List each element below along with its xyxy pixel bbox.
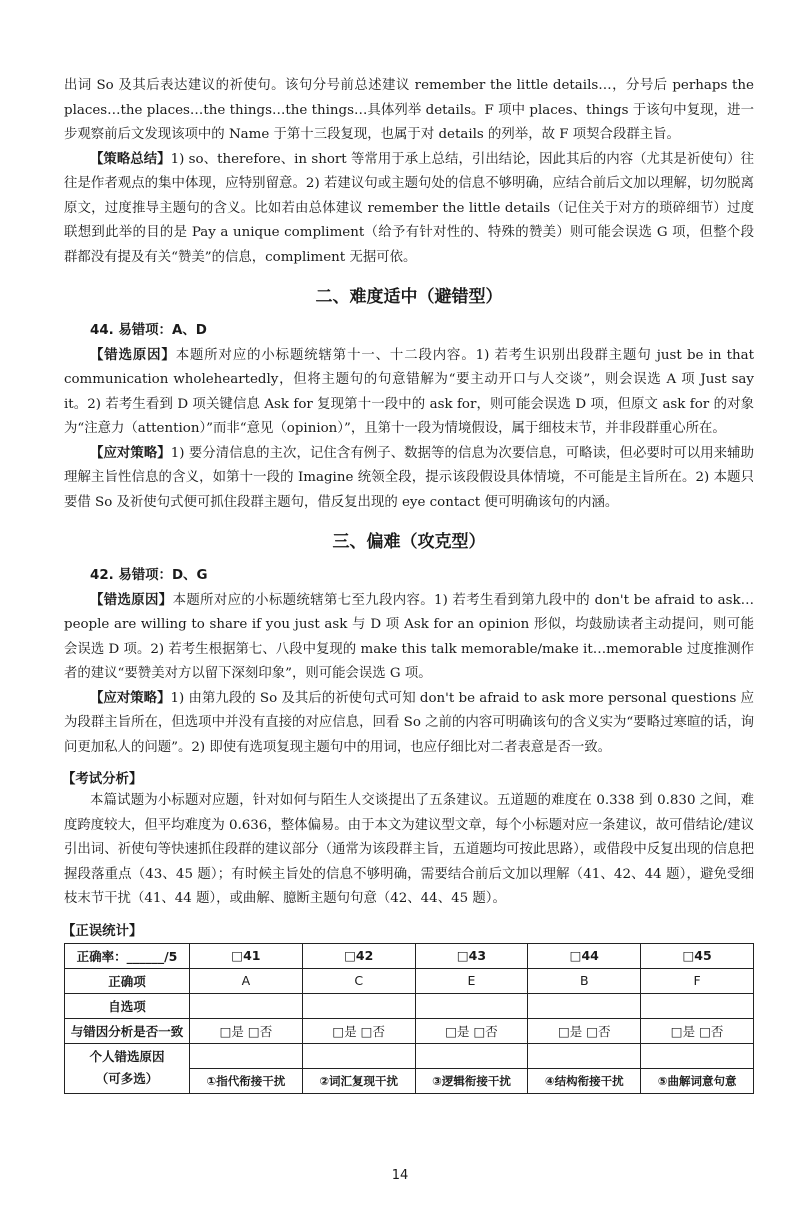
stats-heading: 【正误统计】 <box>62 923 143 939</box>
reason-blank-44[interactable] <box>528 1043 641 1068</box>
question-45-checkbox[interactable]: □45 <box>641 943 754 968</box>
reason-blank-41[interactable] <box>190 1043 303 1068</box>
page-content <box>64 74 754 1094</box>
section-3-strategy <box>64 687 754 761</box>
section-3-reason-text: 本题所对应的小标题统辖第七至九段内容。1) 若考生看到第九段中的 don't be afraid to ask…people are willing to share if you just ask 与 D 项 Ask for an opinion 形似，均鼓励读者主动提问，则可能会误选 D 项。2) 若考生根据第七、八段中复现的 make this talk memorable/make it…memorable 过度推测作者的建议“要赞美对方以留下深刻印象”，则可能会误选 G 项。 <box>64 592 754 681</box>
section-2-reason-text: 本题所对应的小标题统辖第十一、十二段内容。1) 若考生识别出段群主题句 just be in that communication wholeheartedly，但将主题句的句意错解为“要主动开口与人交谈”，则会误选 A 项 Just say it。2) 若考生看到 D 项关键信息 Ask for 复现第十一段中的 ask for，则可能会误选 D 项，但原文 ask for 的对象为“注意力（attention）”而非“意见（opinion）”，且第十一段为情境假设，属于细枝末节，并非段群重心所在。 <box>64 347 755 436</box>
section-3-title: 三、偏难（攻克型） <box>332 532 486 552</box>
section-2-strategy <box>64 442 754 516</box>
analysis-text: 本篇试题为小标题对应题，针对如何与陌生人交谈提出了五条建议。五道题的难度在 0.338 到 0.830 之间，难度跨度较大，但平均难度为 0.636，整体偏易。由于本文为建议型文章，每个小标题对应一条建议，故可借结论/建议引出词、祈使句等快速抓住段群的建议部分（通常为该段群主旨，五道题均可按此思路），或借段中反复出现的信息把握段落重点（43、45 题）；有时候主旨处的信息不够明确，需要结合前后文加以理解（41、42、44 题），避免受细枝末节干扰（41、44 题），或曲解、臆断主题句句意（42、44、45 题）。 <box>64 793 754 906</box>
section-2-reason <box>64 344 754 442</box>
section-2-strategy-text: 1) 要分清信息的主次，记住含有例子、数据等的信息为次要信息，可略读，但必要时可以用来辅助理解主旨性信息的含义，如第十一段的 Imagine 统领全段，提示该段假设具体情境，不可能是主旨所在。2) 本题只要借 So 及祈使句式便可抓住段群主题句，借反复出现的 eye contact 便可明确该句的内涵。 <box>64 445 754 510</box>
table-row-rate <box>65 943 754 968</box>
agree-option-43[interactable]: □是 □否 <box>415 1018 528 1043</box>
question-43-checkbox[interactable]: □43 <box>415 943 528 968</box>
intro-paragraph: 出词 So 及其后表达建议的祈使句。该句分号前总述建议 remember the little details…，分号后 perhaps the places…the places…the things…the things…具体列举 details。F 项中 places、things 于该句中复现，进一步观察前后文发现该项中的 Name 于第十三段复现，也属于对 details 的列举，故 F 项契合段群主旨。 <box>64 78 754 142</box>
agree-option-45[interactable]: □是 □否 <box>641 1018 754 1043</box>
self-answer-45[interactable] <box>641 993 754 1018</box>
correct-label: 正确项 <box>65 968 190 993</box>
reason-option-4: ④结构衔接干扰 <box>528 1068 641 1093</box>
table-row-agree <box>65 1018 754 1043</box>
reason-blank-42[interactable] <box>302 1043 415 1068</box>
reason-option-2: ②词汇复现干扰 <box>302 1068 415 1093</box>
reason-label-line-1: 个人错选原因 <box>89 1049 165 1064</box>
strategy-summary-tag: 【策略总结】 <box>90 151 171 167</box>
reason-option-1: ①指代衔接干扰 <box>190 1068 303 1093</box>
self-label: 自选项 <box>65 993 190 1018</box>
section-2-title: 二、难度适中（避错型） <box>315 287 503 307</box>
page-number: 14 <box>391 1168 409 1183</box>
answer-45: F <box>641 968 754 993</box>
section-2-strategy-tag: 【应对策略】 <box>90 445 171 461</box>
answer-44: B <box>528 968 641 993</box>
section-2-reason-tag: 【错选原因】 <box>90 347 176 363</box>
section-2-item: 44. 易错项：A、D <box>90 323 207 338</box>
section-3-item: 42. 易错项：D、G <box>90 568 208 583</box>
section-3-reason-tag: 【错选原因】 <box>90 592 173 608</box>
strategy-summary <box>64 148 754 271</box>
self-answer-42[interactable] <box>302 993 415 1018</box>
self-answer-44[interactable] <box>528 993 641 1018</box>
rate-label[interactable]: 正确率：______/5 <box>65 943 190 968</box>
stats-table <box>64 943 754 1094</box>
table-row-correct <box>65 968 754 993</box>
strategy-summary-text: 1) so、therefore、in short 等常用于承上总结，引出结论，因此其后的内容（尤其是祈使句）往往是作者观点的集中体现，应特别留意。2) 若建议句或主题句处的信息不够明确，应结合前后文加以理解，切勿脱离原文，过度推导主题句的含义。比如若由总体建议 remember the little details（记住关于对方的琐碎细节）过度联想到此举的目的是 Pay a unique compliment（给予有针对性的、特殊的赞美）则可能会误选 G 项，但整个段群都没有提及有关“赞美”的信息，compliment 无据可依。 <box>64 151 754 265</box>
agree-option-41[interactable]: □是 □否 <box>190 1018 303 1043</box>
reason-label <box>65 1043 190 1093</box>
section-3-reason <box>64 589 754 687</box>
reason-label-line-2: （可多选） <box>95 1071 159 1086</box>
question-41-checkbox[interactable]: □41 <box>190 943 303 968</box>
agree-option-44[interactable]: □是 □否 <box>528 1018 641 1043</box>
self-answer-43[interactable] <box>415 993 528 1018</box>
reason-option-5: ⑤曲解词意句意 <box>641 1068 754 1093</box>
analysis-heading: 【考试分析】 <box>62 772 143 787</box>
reason-blank-43[interactable] <box>415 1043 528 1068</box>
answer-41: A <box>190 968 303 993</box>
section-3-strategy-text: 1) 由第九段的 So 及其后的祈使句式可知 don't be afraid to ask more personal questions 应为段群主旨所在，但选项中并没有直接的对应信息，回看 So 之前的内容可明确该句的含义实为“要略过寒暄的话，询问更加私人的问题”。2) 即使有选项复现主题句中的用词，也应仔细比对二者表意是否一致。 <box>64 690 755 755</box>
agree-label: 与错因分析是否一致 <box>65 1018 190 1043</box>
question-42-checkbox[interactable]: □42 <box>302 943 415 968</box>
reason-option-3: ③逻辑衔接干扰 <box>415 1068 528 1093</box>
table-row-reason-blank <box>65 1043 754 1068</box>
question-44-checkbox[interactable]: □44 <box>528 943 641 968</box>
self-answer-41[interactable] <box>190 993 303 1018</box>
section-3-strategy-tag: 【应对策略】 <box>90 690 171 706</box>
agree-option-42[interactable]: □是 □否 <box>302 1018 415 1043</box>
reason-blank-45[interactable] <box>641 1043 754 1068</box>
table-row-self <box>65 993 754 1018</box>
answer-42: C <box>302 968 415 993</box>
answer-43: E <box>415 968 528 993</box>
